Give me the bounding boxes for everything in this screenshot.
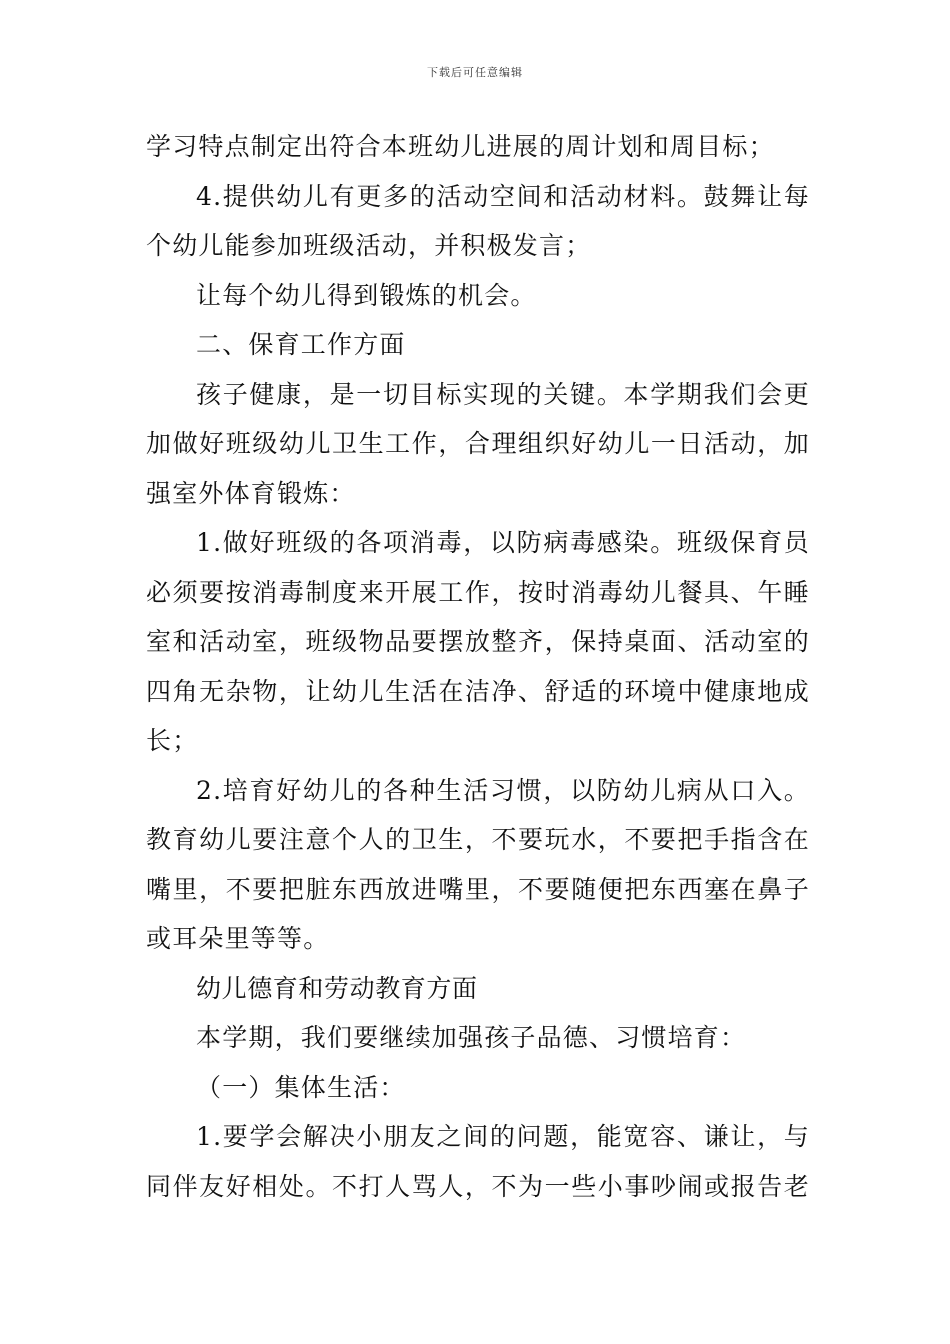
text-line: 必须要按消毒制度来开展工作，按时消毒幼儿餐具、午睡 [146, 577, 810, 607]
text-line: 让每个幼儿得到锻炼的机会。 [196, 280, 537, 310]
text-line: 同伴友好相处。不打人骂人，不为一些小事吵闹或报告老 [146, 1171, 810, 1201]
text-line: 学习特点制定出符合本班幼儿进展的周计划和周目标； [146, 132, 775, 161]
text-line: 嘴里，不要把脏东西放进嘴里，不要随便把东西塞在鼻子 [146, 874, 810, 904]
text-line: 4.提供幼儿有更多的活动空间和活动材料。鼓舞让每 [196, 181, 810, 211]
text-line: 教育幼儿要注意个人的卫生，不要玩水，不要把手指含在 [146, 825, 810, 854]
section-heading: 幼儿德育和劳动教育方面 [196, 973, 478, 1003]
document-body [146, 122, 810, 1211]
text-line: 长； [146, 726, 199, 755]
header-note: 下载后可任意编辑 [427, 66, 523, 79]
text-line: 强室外体育锻炼： [146, 478, 356, 508]
subsection-heading: （一）集体生活： [196, 1072, 406, 1102]
text-line: 或耳朵里等等。 [146, 924, 330, 953]
text-line: 1.要学会解决小朋友之间的问题，能宽容、谦让，与 [196, 1122, 810, 1151]
text-line: 2.培育好幼儿的各种生活习惯，以防幼儿病从口入。 [196, 775, 810, 805]
text-line: 本学期，我们要继续加强孩子品德、习惯培育： [196, 1023, 747, 1052]
text-line: 四角无杂物，让幼儿生活在洁净、舒适的环境中健康地成 [146, 676, 810, 706]
text-line: 个幼儿能参加班级活动，并积极发言； [146, 231, 592, 260]
text-line: 室和活动室，班级物品要摆放整齐，保持桌面、活动室的 [146, 627, 810, 656]
text-line: 加做好班级幼儿卫生工作，合理组织好幼儿一日活动，加 [146, 429, 810, 458]
text-line: 1.做好班级的各项消毒，以防病毒感染。班级保育员 [196, 528, 810, 557]
text-line: 孩子健康，是一切目标实现的关键。本学期我们会更 [196, 379, 810, 409]
section-heading: 二、保育工作方面 [196, 330, 406, 359]
